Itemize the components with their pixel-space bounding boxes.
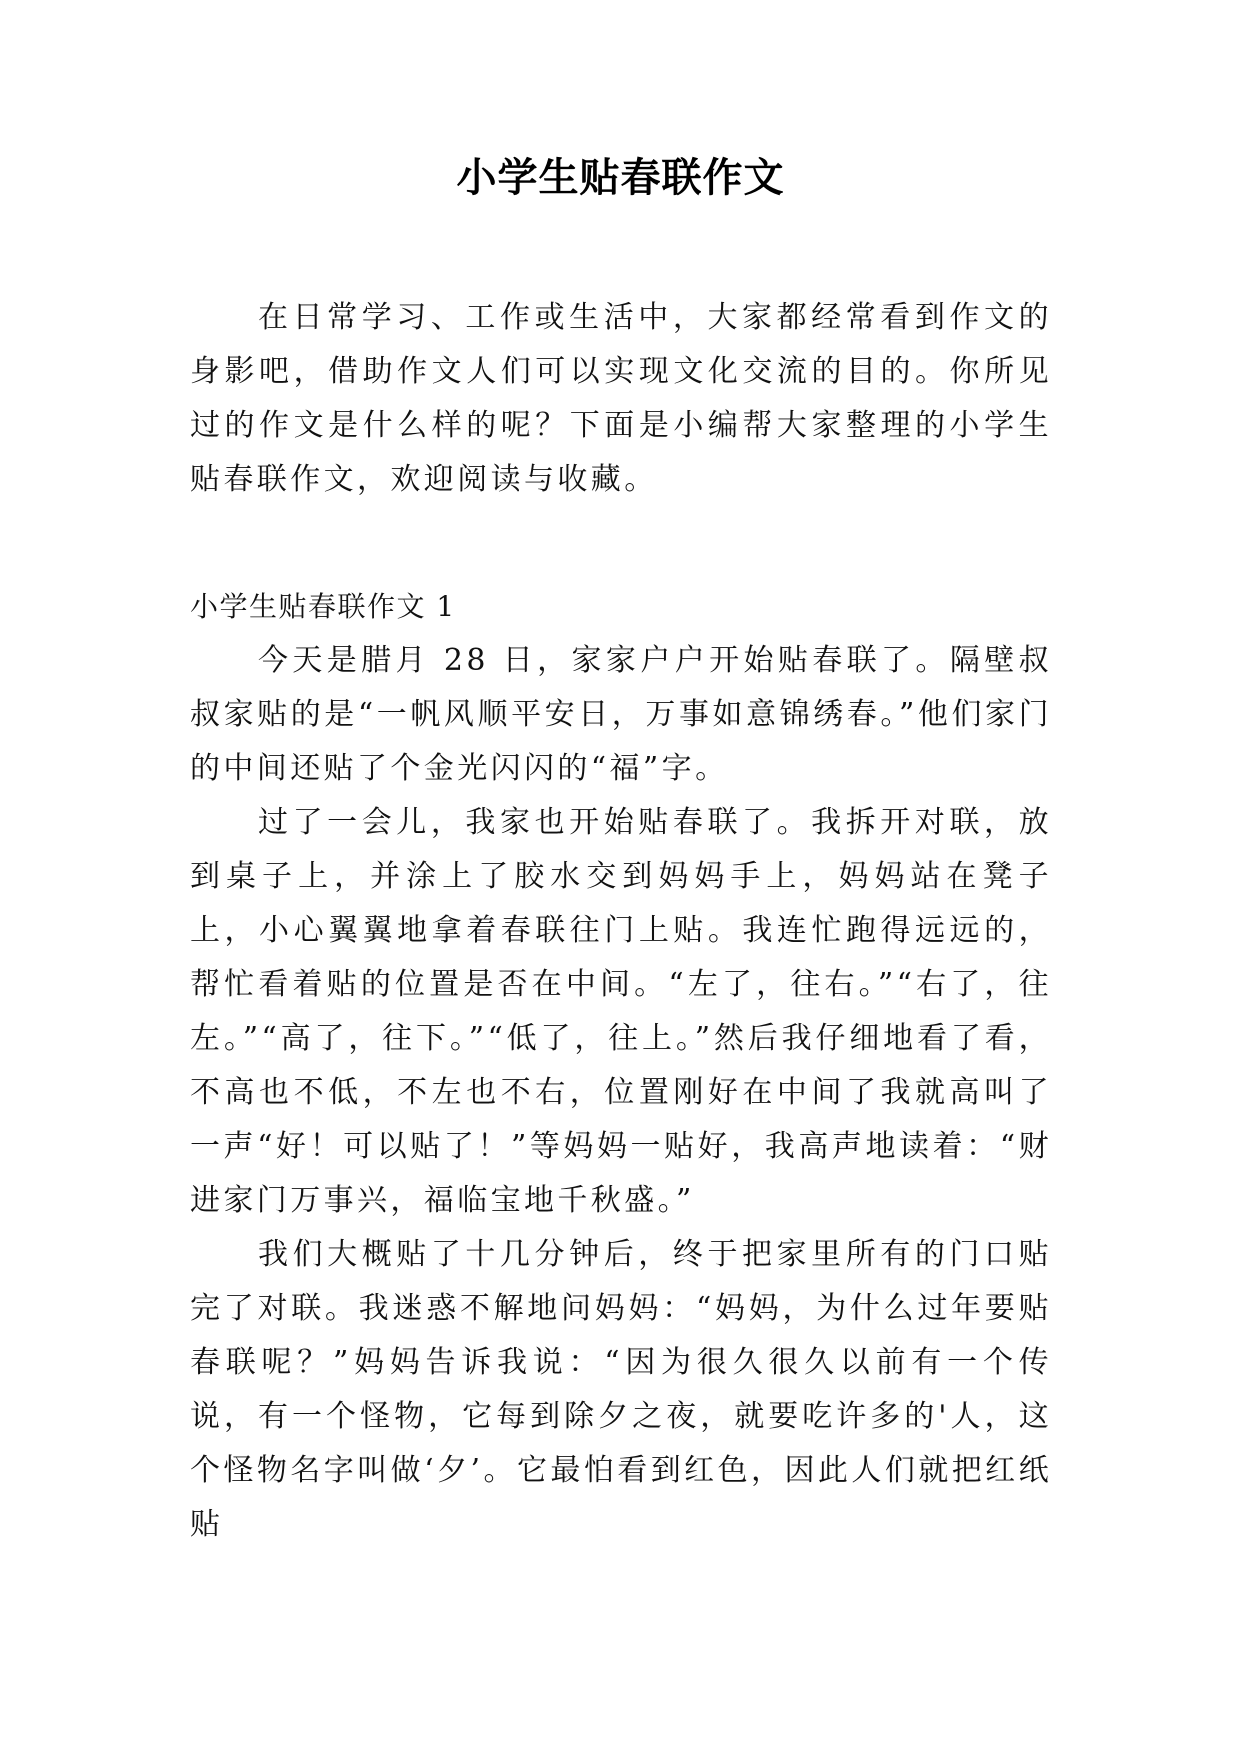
body-paragraph-3: 我们大概贴了十几分钟后，终于把家里所有的门口贴完了对联。我迷惑不解地问妈妈：“妈妈，为什么过年要贴春联呢？”妈妈告诉我说：“因为很久很久以前有一个传说，有一个怪物，它每到除夕之夜，就要吃许多的'人，这个怪物名字叫做‘夕’。它最怕看到红色，因此人们就把红纸贴: [190, 1237, 1052, 1542]
section-heading: 小学生贴春联作文 1: [190, 590, 456, 623]
intro-paragraph: 在日常学习、工作或生活中，大家都经常看到作文的身影吧，借助作文人们可以实现文化交流的目的。你所见过的作文是什么样的呢？下面是小编帮大家整理的小学生贴春联作文，欢迎阅读与收藏。: [190, 300, 1052, 497]
document-title: 小学生贴春联作文: [456, 155, 785, 201]
document-body: [190, 291, 1052, 1552]
body-paragraph-2: 过了一会儿，我家也开始贴春联了。我拆开对联，放到桌子上，并涂上了胶水交到妈妈手上，妈妈站在凳子上，小心翼翼地拿着春联往门上贴。我连忙跑得远远的，帮忙看着贴的位置是否在中间。“左了，往右。”“右了，往左。”“高了，往下。”“低了，往上。”然后我仔细地看了看，不高也不低，不左也不右，位置刚好在中间了我就高叫了一声“好！可以贴了！”等妈妈一贴好，我高声地读着：“财进家门万事兴，福临宝地千秋盛。”: [190, 805, 1052, 1218]
body-paragraph-1: 今天是腊月 28 日，家家户户开始贴春联了。隔壁叔叔家贴的是“一帆风顺平安日，万事如意锦绣春。”他们家门的中间还贴了个金光闪闪的“福”字。: [190, 643, 1052, 786]
